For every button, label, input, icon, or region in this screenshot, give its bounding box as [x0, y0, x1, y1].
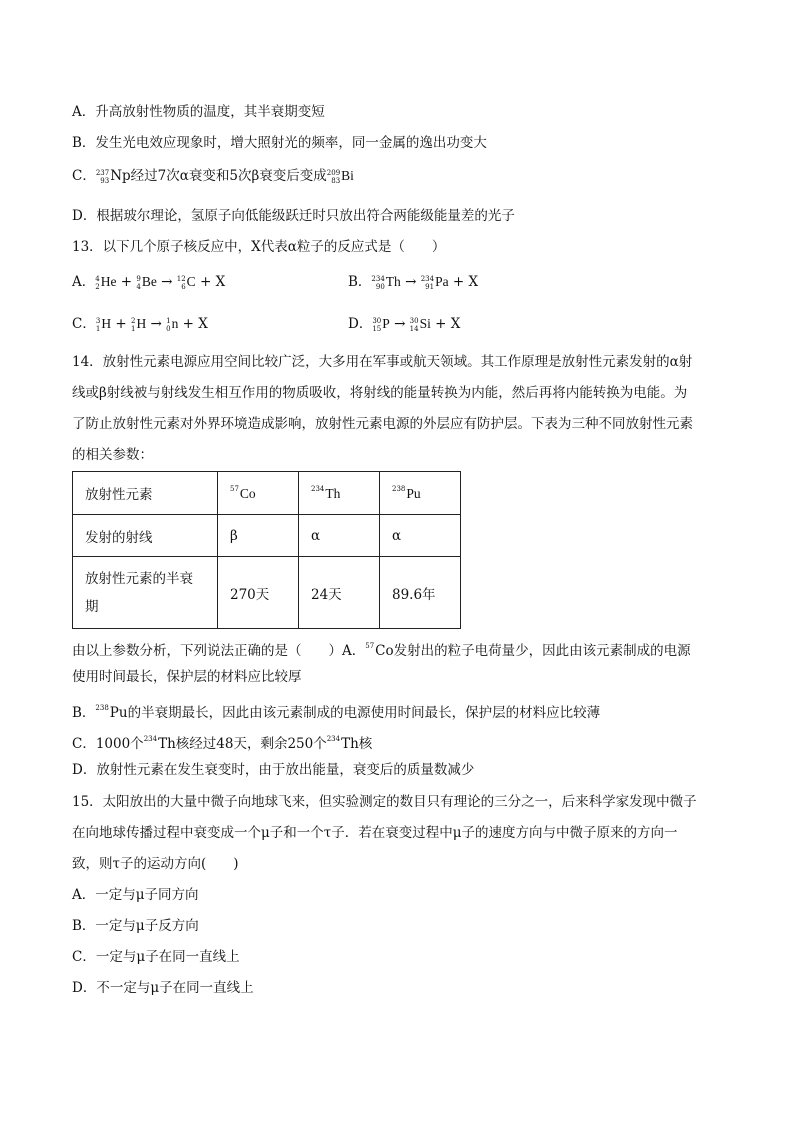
table-row: [73, 472, 461, 515]
table-halflife-co: 270天: [218, 557, 299, 629]
table-ray-label: 发射的射线: [73, 515, 218, 557]
q15-stem-line2: 在向地球传播过程中衰变成一个μ子和一个τ子．若在衰变过程中μ子的速度方向与中微子原来的方向一: [72, 825, 678, 841]
q13-option-a: A．4 2He + 9 4Be → 12 6C + X: [72, 274, 226, 291]
q13-option-d: D．30 15P → 30 14Si + X: [348, 316, 461, 333]
q14-stem-line3: 了防止放射性元素对外界环境造成影响，放射性元素电源的外层应有防护层。下表为三种不同放射性元素: [72, 416, 693, 432]
q15-option-d: D．不一定与μ子在同一直线上: [72, 980, 254, 996]
q12-option-b: B．发生光电效应现象时，增大照射光的频率，同一金属的逸出功变大: [72, 135, 487, 151]
table-element-pu: $^{238}$Pu: [380, 472, 461, 515]
q13-stem: 13．以下几个原子核反应中，X代表α粒子的反应式是（ ）: [72, 239, 446, 255]
q13-option-b: B．234 90Th → 234 91Pa + X: [348, 274, 479, 291]
q15-stem-line3: 致，则τ子的运动方向( ): [72, 856, 239, 872]
table-ray-th: α: [299, 515, 380, 557]
parameter-table: [72, 471, 461, 629]
q15-option-c: C．一定与μ子在同一直线上: [72, 949, 240, 965]
q14-option-b: B．$^{238}$Pu的半衰期最长，因此由该元素制成的电源使用时间最长，保护层的材料应比较薄: [72, 704, 601, 721]
q14-option-c: C．1000个$^{234}$Th核经过48天，剩余250个$^{234}$Th核: [72, 735, 373, 752]
table-halflife-th: 24天: [299, 557, 380, 629]
table-ray-pu: α: [380, 515, 461, 557]
q12-option-c: C． 237 93 Np经过7次α衰变和5次β衰变后变成 209 83 Bi: [72, 168, 354, 185]
table-ray-co: β: [218, 515, 299, 557]
q14-option-d: D．放射性元素在发生衰变时，由于放出能量，衰变后的质量数减少: [72, 762, 475, 778]
table-row: [73, 557, 461, 629]
table-header-label: 放射性元素: [73, 472, 218, 515]
q13-option-c: C．3 1H + 2 1H → 1 0n + X: [72, 316, 208, 333]
q12-option-a: A．升高放射性物质的温度，其半衰期变短: [72, 104, 325, 120]
q15-stem-line1: 15．太阳放出的大量中微子向地球飞来，但实验测定的数目只有理论的三分之一，后来科学家发现中微子: [72, 794, 697, 810]
q14-stem-line1: 14．放射性元素电源应用空间比较广泛，大多用在军事或航天领域。其工作原理是放射性元素发射的α射: [72, 354, 693, 370]
q14-option-a-cont: 使用时间最长，保护层的材料应比较厚: [72, 669, 302, 685]
table-row: [73, 515, 461, 557]
q15-option-b: B．一定与μ子反方向: [72, 918, 199, 934]
q15-option-a: A．一定与μ子同方向: [72, 887, 199, 903]
table-halflife-label: 放射性元素的半衰 期: [73, 557, 218, 629]
q14-stem-line4: 的相关参数：: [72, 447, 153, 463]
table-element-co: $^{57}$Co: [218, 472, 299, 515]
q12-option-d: D．根据玻尔理论，氢原子向低能级跃迁时只放出符合两能级能量差的光子: [72, 208, 515, 224]
table-halflife-pu: 89.6年: [380, 557, 461, 629]
q14-question-option-a: 由以上参数分析，下列说法正确的是（ ）A．$^{57}$Co发射出的粒子电荷量少，因此由该元素制成的电源: [72, 642, 691, 659]
table-element-th: $^{234}$Th: [299, 472, 380, 515]
q14-stem-line2: 线或β射线被与射线发生相互作用的物质吸收，将射线的能量转换为内能，然后再将内能转换为电能。为: [72, 385, 688, 401]
